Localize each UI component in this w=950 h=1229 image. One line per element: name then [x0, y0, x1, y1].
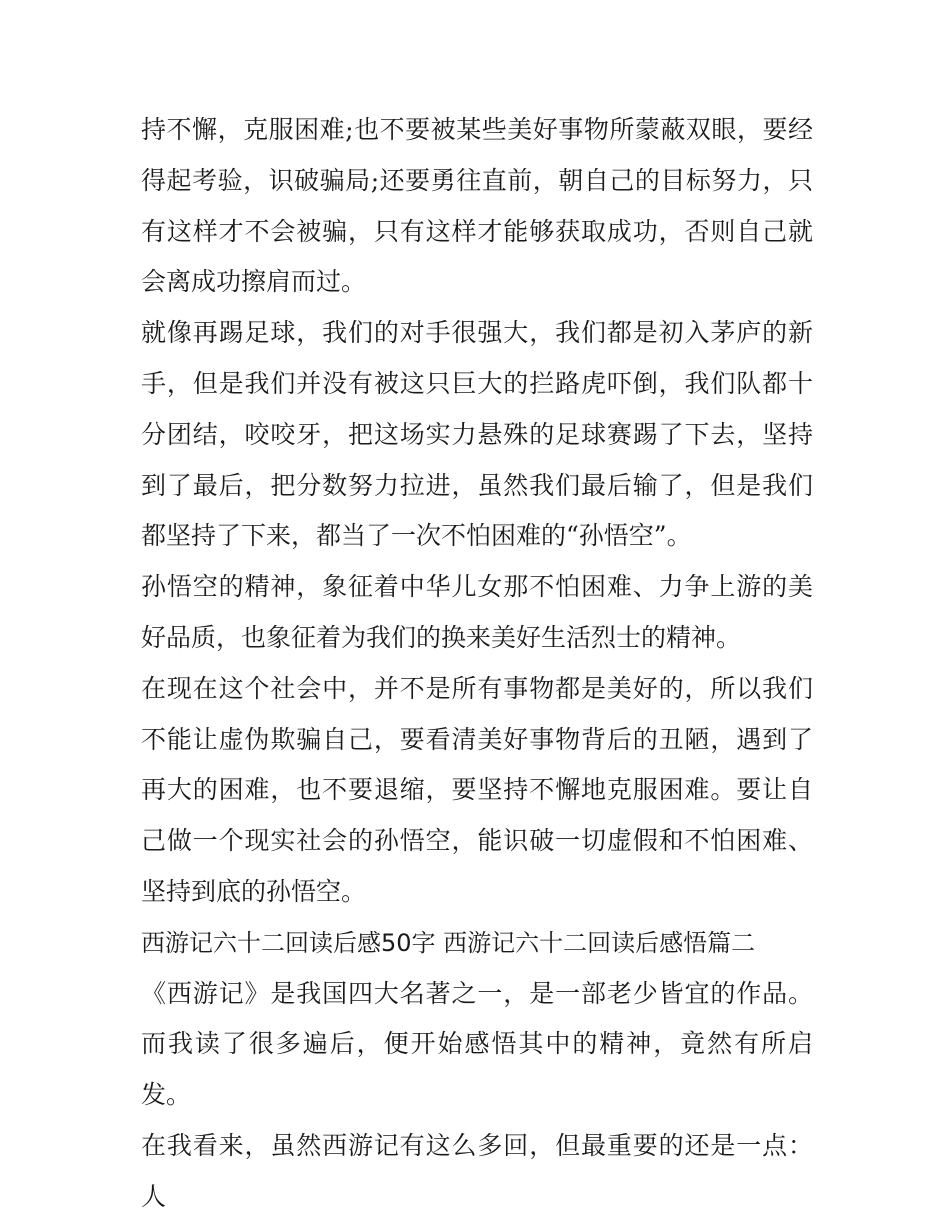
- section-heading: 西游记六十二回读后感50字 西游记六十二回读后感悟篇二: [141, 928, 756, 957]
- paragraph: 孙悟空的精神，象征着中华儿女那不怕困难、力争上游的美好品质，也象征着为我们的换来美好生活烈士的精神。: [141, 572, 813, 652]
- paragraph: 在现在这个社会中，并不是所有事物都是美好的，所以我们不能让虚伪欺骗自己，要看清美好事物背后的丑陋，遇到了再大的困难，也不要退缩，要坚持不懈地克服困难。要让自己做一个现实社会的孙悟空，能识破一切虚假和不怕困难、坚持到底的孙悟空。: [141, 673, 813, 906]
- paragraph: 在我看来，虽然西游记有这么多回，但最重要的还是一点：人: [141, 1130, 813, 1211]
- paragraph: 就像再踢足球，我们的对手很强大，我们都是初入茅庐的新手，但是我们并没有被这只巨大的拦路虎吓倒，我们队都十分团结，咬咬牙，把这场实力悬殊的足球赛踢了下去，坚持到了最后，把分数努力拉进，虽然我们最后输了，但是我们都坚持了下来，都当了一次不怕困难的“孙悟空”。: [141, 318, 813, 551]
- paragraph: 《西游记》是我国四大名著之一，是一部老少皆宜的作品。而我读了很多遍后，便开始感悟其中的精神，竟然有所启发。: [141, 978, 813, 1110]
- paragraph: 持不懈，克服困难;也不要被某些美好事物所蒙蔽双眼，要经得起考验，识破骗局;还要勇往直前，朝自己的目标努力，只有这样才不会被骗，只有这样才能够获取成功，否则自己就会离成功擦肩而过。: [141, 115, 813, 297]
- document-body: [141, 105, 813, 1223]
